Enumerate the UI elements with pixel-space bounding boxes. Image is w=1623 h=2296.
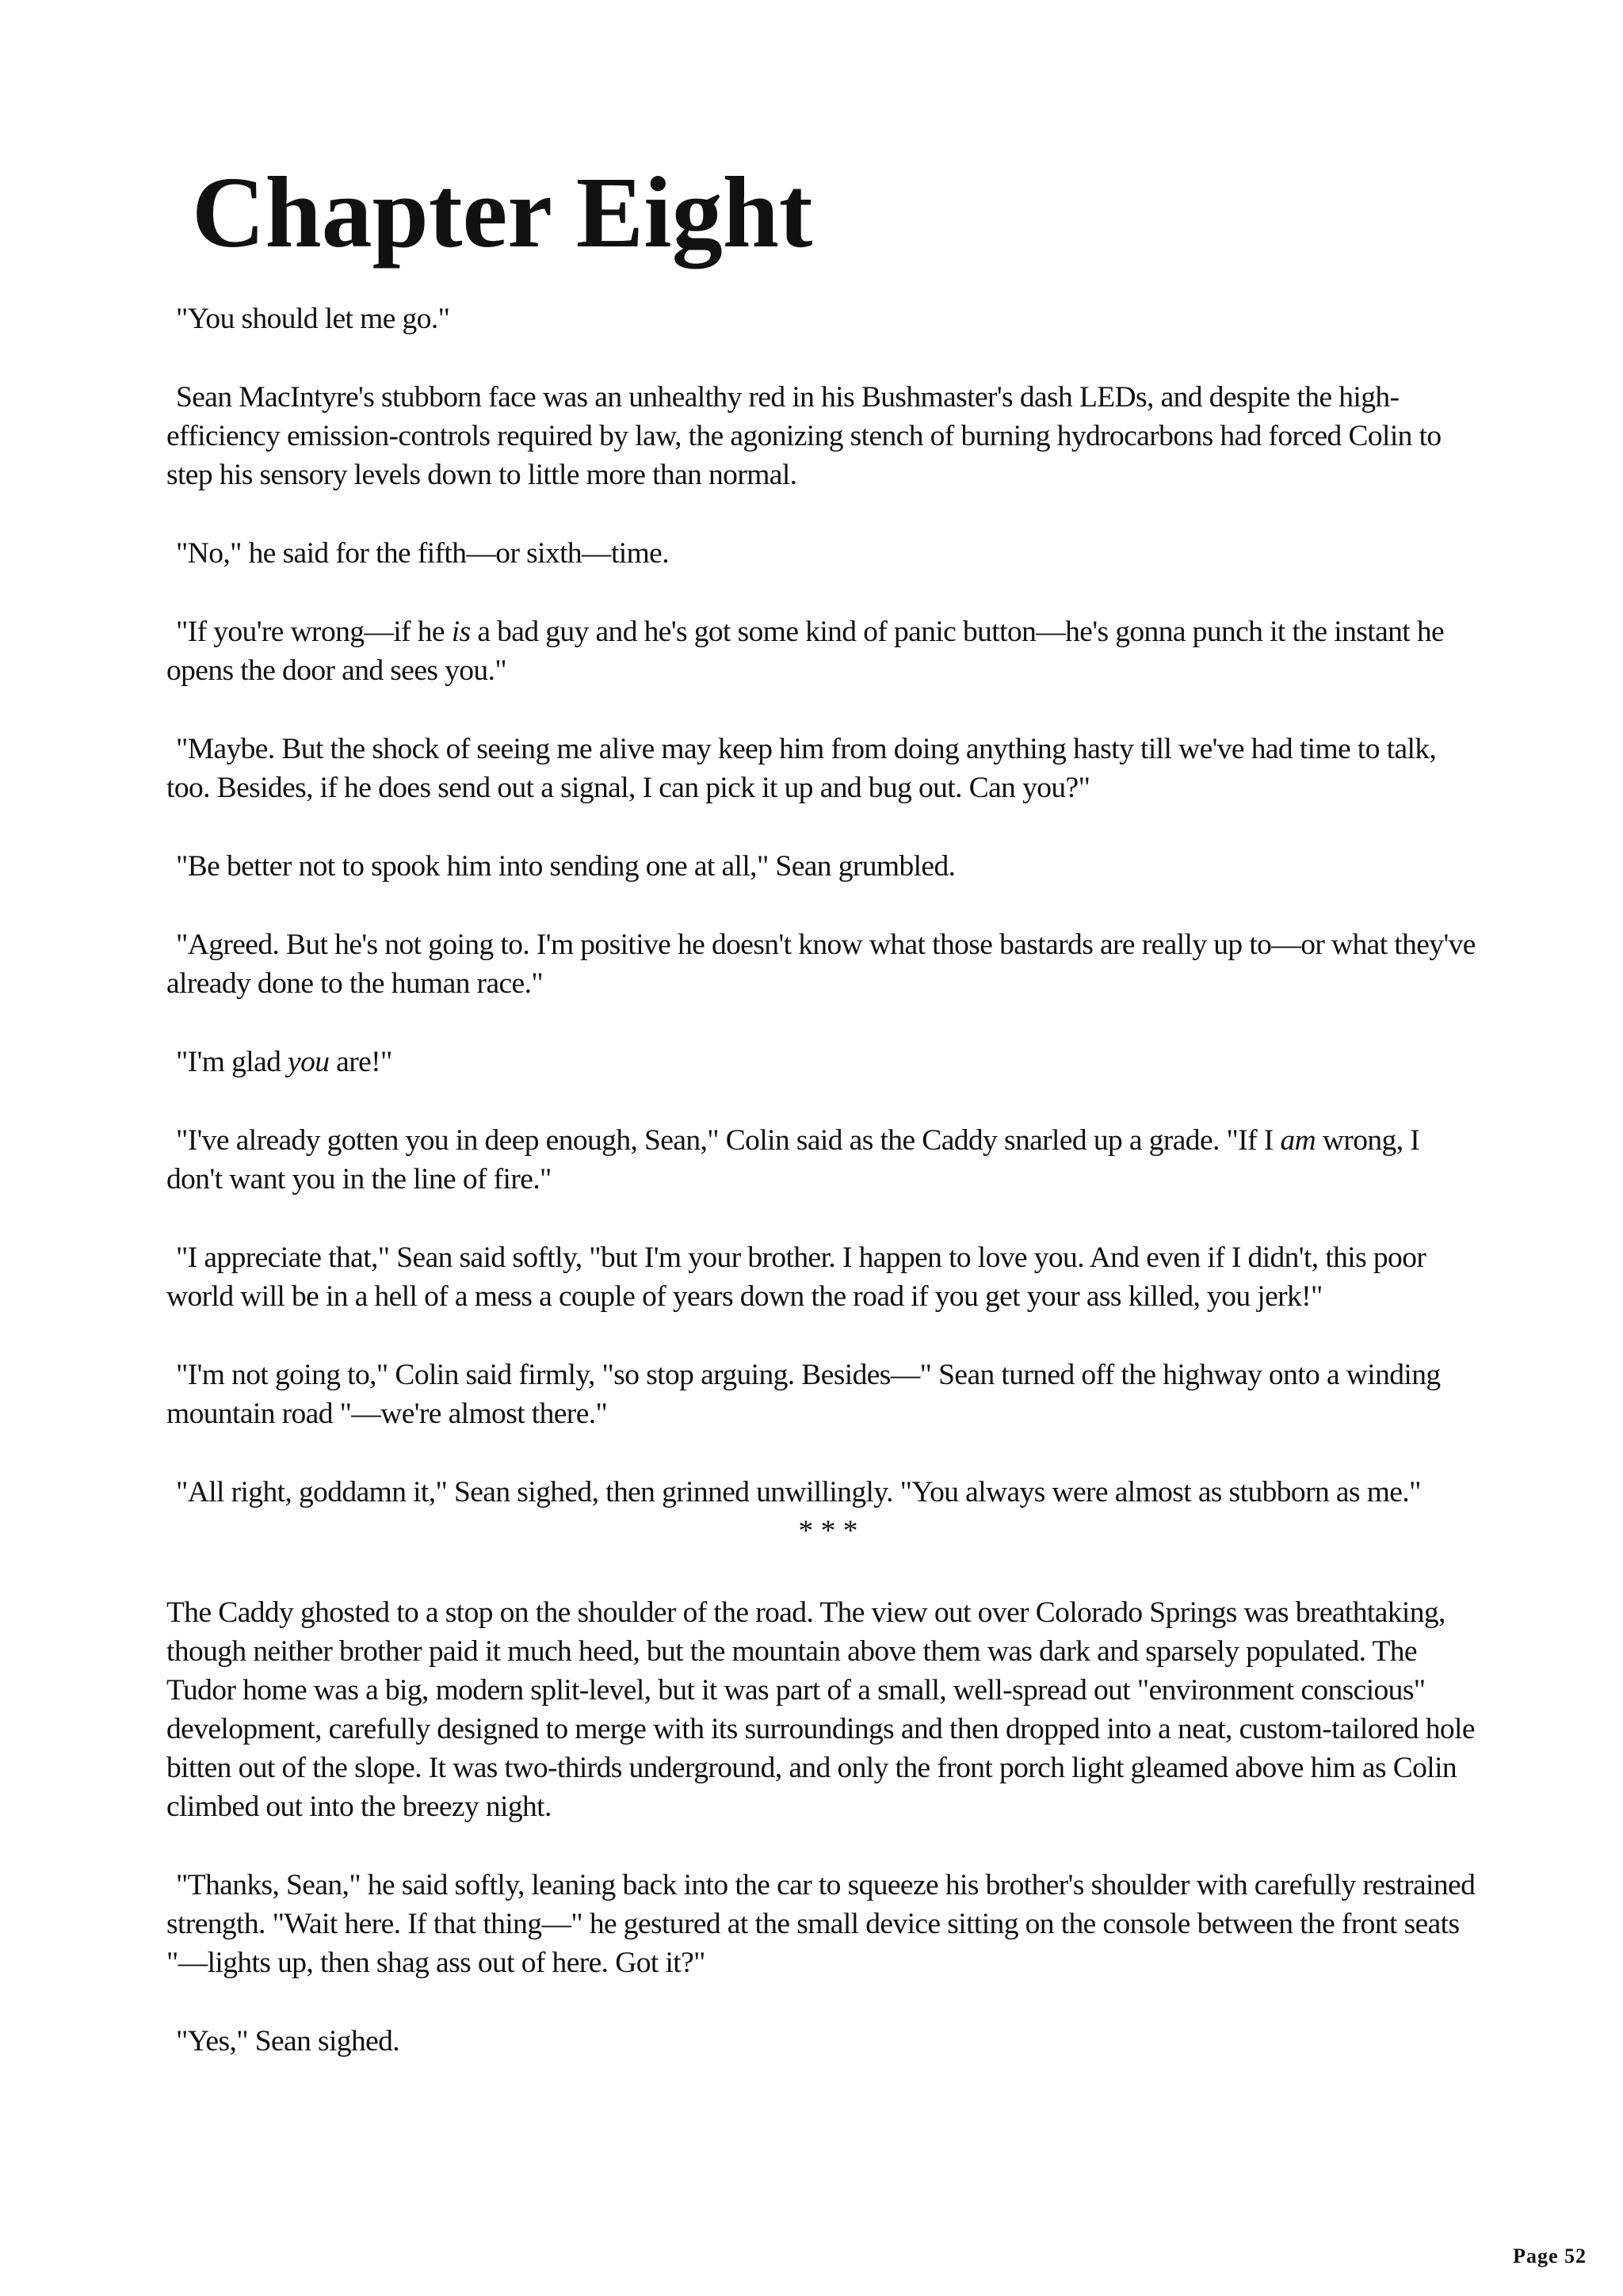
paragraph-text: "Agreed. But he's not going to. I'm positive he doesn't know what those bastards are really up to—or what they've already done to the human race." [166,929,1476,1000]
paragraph [166,847,1482,886]
paragraph [166,378,1482,494]
paragraph-text: Sean MacIntyre's stubborn face was an unhealthy red in his Bushmaster's dash LEDs, and despite the high-efficiency emission-controls required by law, the agonizing stench of burning hydrocarbons had forced Colin to step his sensory levels down to little more than normal. [166,381,1442,491]
scene-break: * * * [798,1515,858,1547]
paragraph-text: "Maybe. But the shock of seeing me alive may keep him from doing anything hasty till we've had time to talk, too. Besides, if he does send out a signal, I can pick it up and bug out. Can you?" [166,733,1437,804]
paragraph-text: a bad guy and he's got some kind of panic button—he's gonna punch it the instant he opens the door and sees you." [166,616,1445,687]
paragraph-text: are!" [329,1046,392,1078]
paragraph [166,1121,1482,1199]
paragraph-text: "I appreciate that," Sean said softly, "but I'm your brother. I happen to love you. And even if I didn't, this poor world will be in a hell of a mess a couple of years down the road if you get your ass killed, you jerk!" [166,1241,1426,1313]
paragraph-text: "Yes," Sean sighed. [176,2025,400,2058]
body-text [166,299,1482,2100]
paragraph-text: "All right, goddamn it," Sean sighed, then grinned unwillingly. "You always were almost as stubborn as me." [176,1476,1421,1508]
paragraph-text: "No," he said for the fifth—or sixth—time. [176,537,669,570]
paragraph [166,2022,1482,2061]
paragraph-text: "I've already gotten you in deep enough, Sean," Colin said as the Caddy snarled up a grade. "If I [176,1124,1281,1157]
paragraph [166,1593,1482,1826]
paragraph-text: "I'm not going to," Colin said firmly, "so stop arguing. Besides—" Sean turned off the highway onto a winding mountain road "—we're almost there." [166,1359,1441,1430]
paragraph-text: wrong, I don't want you in the line of fire." [166,1124,1420,1196]
emphasis-text: you [288,1046,330,1078]
page-number: Page 52 [1513,2245,1587,2267]
paragraph [166,1238,1482,1316]
paragraph [166,730,1482,807]
paragraph-text: "Thanks, Sean," he said softly, leaning back into the car to squeeze his brother's shoulder with carefully restrained strength. "Wait here. If that thing—" he gestured at the small device sitting on the console between the front seats "—lights up, then shag ass out of here. Got it?" [166,1869,1476,1979]
paragraph-text: "Be better not to spook him into sending one at all," Sean grumbled. [176,850,956,883]
paragraph [166,1866,1482,1982]
paragraph-text: "You should let me go." [176,303,450,335]
emphasis-text: is [451,616,471,648]
chapter-title: Chapter Eight [192,156,813,269]
paragraph-text: The Caddy ghosted to a stop on the shoulder of the road. The view out over Colorado Springs was breathtaking, though neither brother paid it much heed, but the mountain above them was dark and sparsely populated. The Tudor home was a big, modern split-level, but it was part of a small, well-spread out "environment conscious" development, carefully designed to merge with its surroundings and then dropped into a neat, custom-tailored hole bitten out of the slope. It was two-thirds underground, and only the front porch light gleamed above him as Colin climbed out into the breezy night. [166,1596,1475,1823]
paragraph [166,299,1482,338]
emphasis-text: am [1280,1124,1316,1157]
paragraph [166,1473,1482,1512]
paragraph-text: "If you're wrong—if he [176,616,452,648]
paragraph [166,925,1482,1003]
paragraph [166,534,1482,573]
paragraph [166,1043,1482,1081]
paragraph-text: "I'm glad [176,1046,288,1078]
paragraph [166,1356,1482,1433]
paragraph [166,612,1482,690]
